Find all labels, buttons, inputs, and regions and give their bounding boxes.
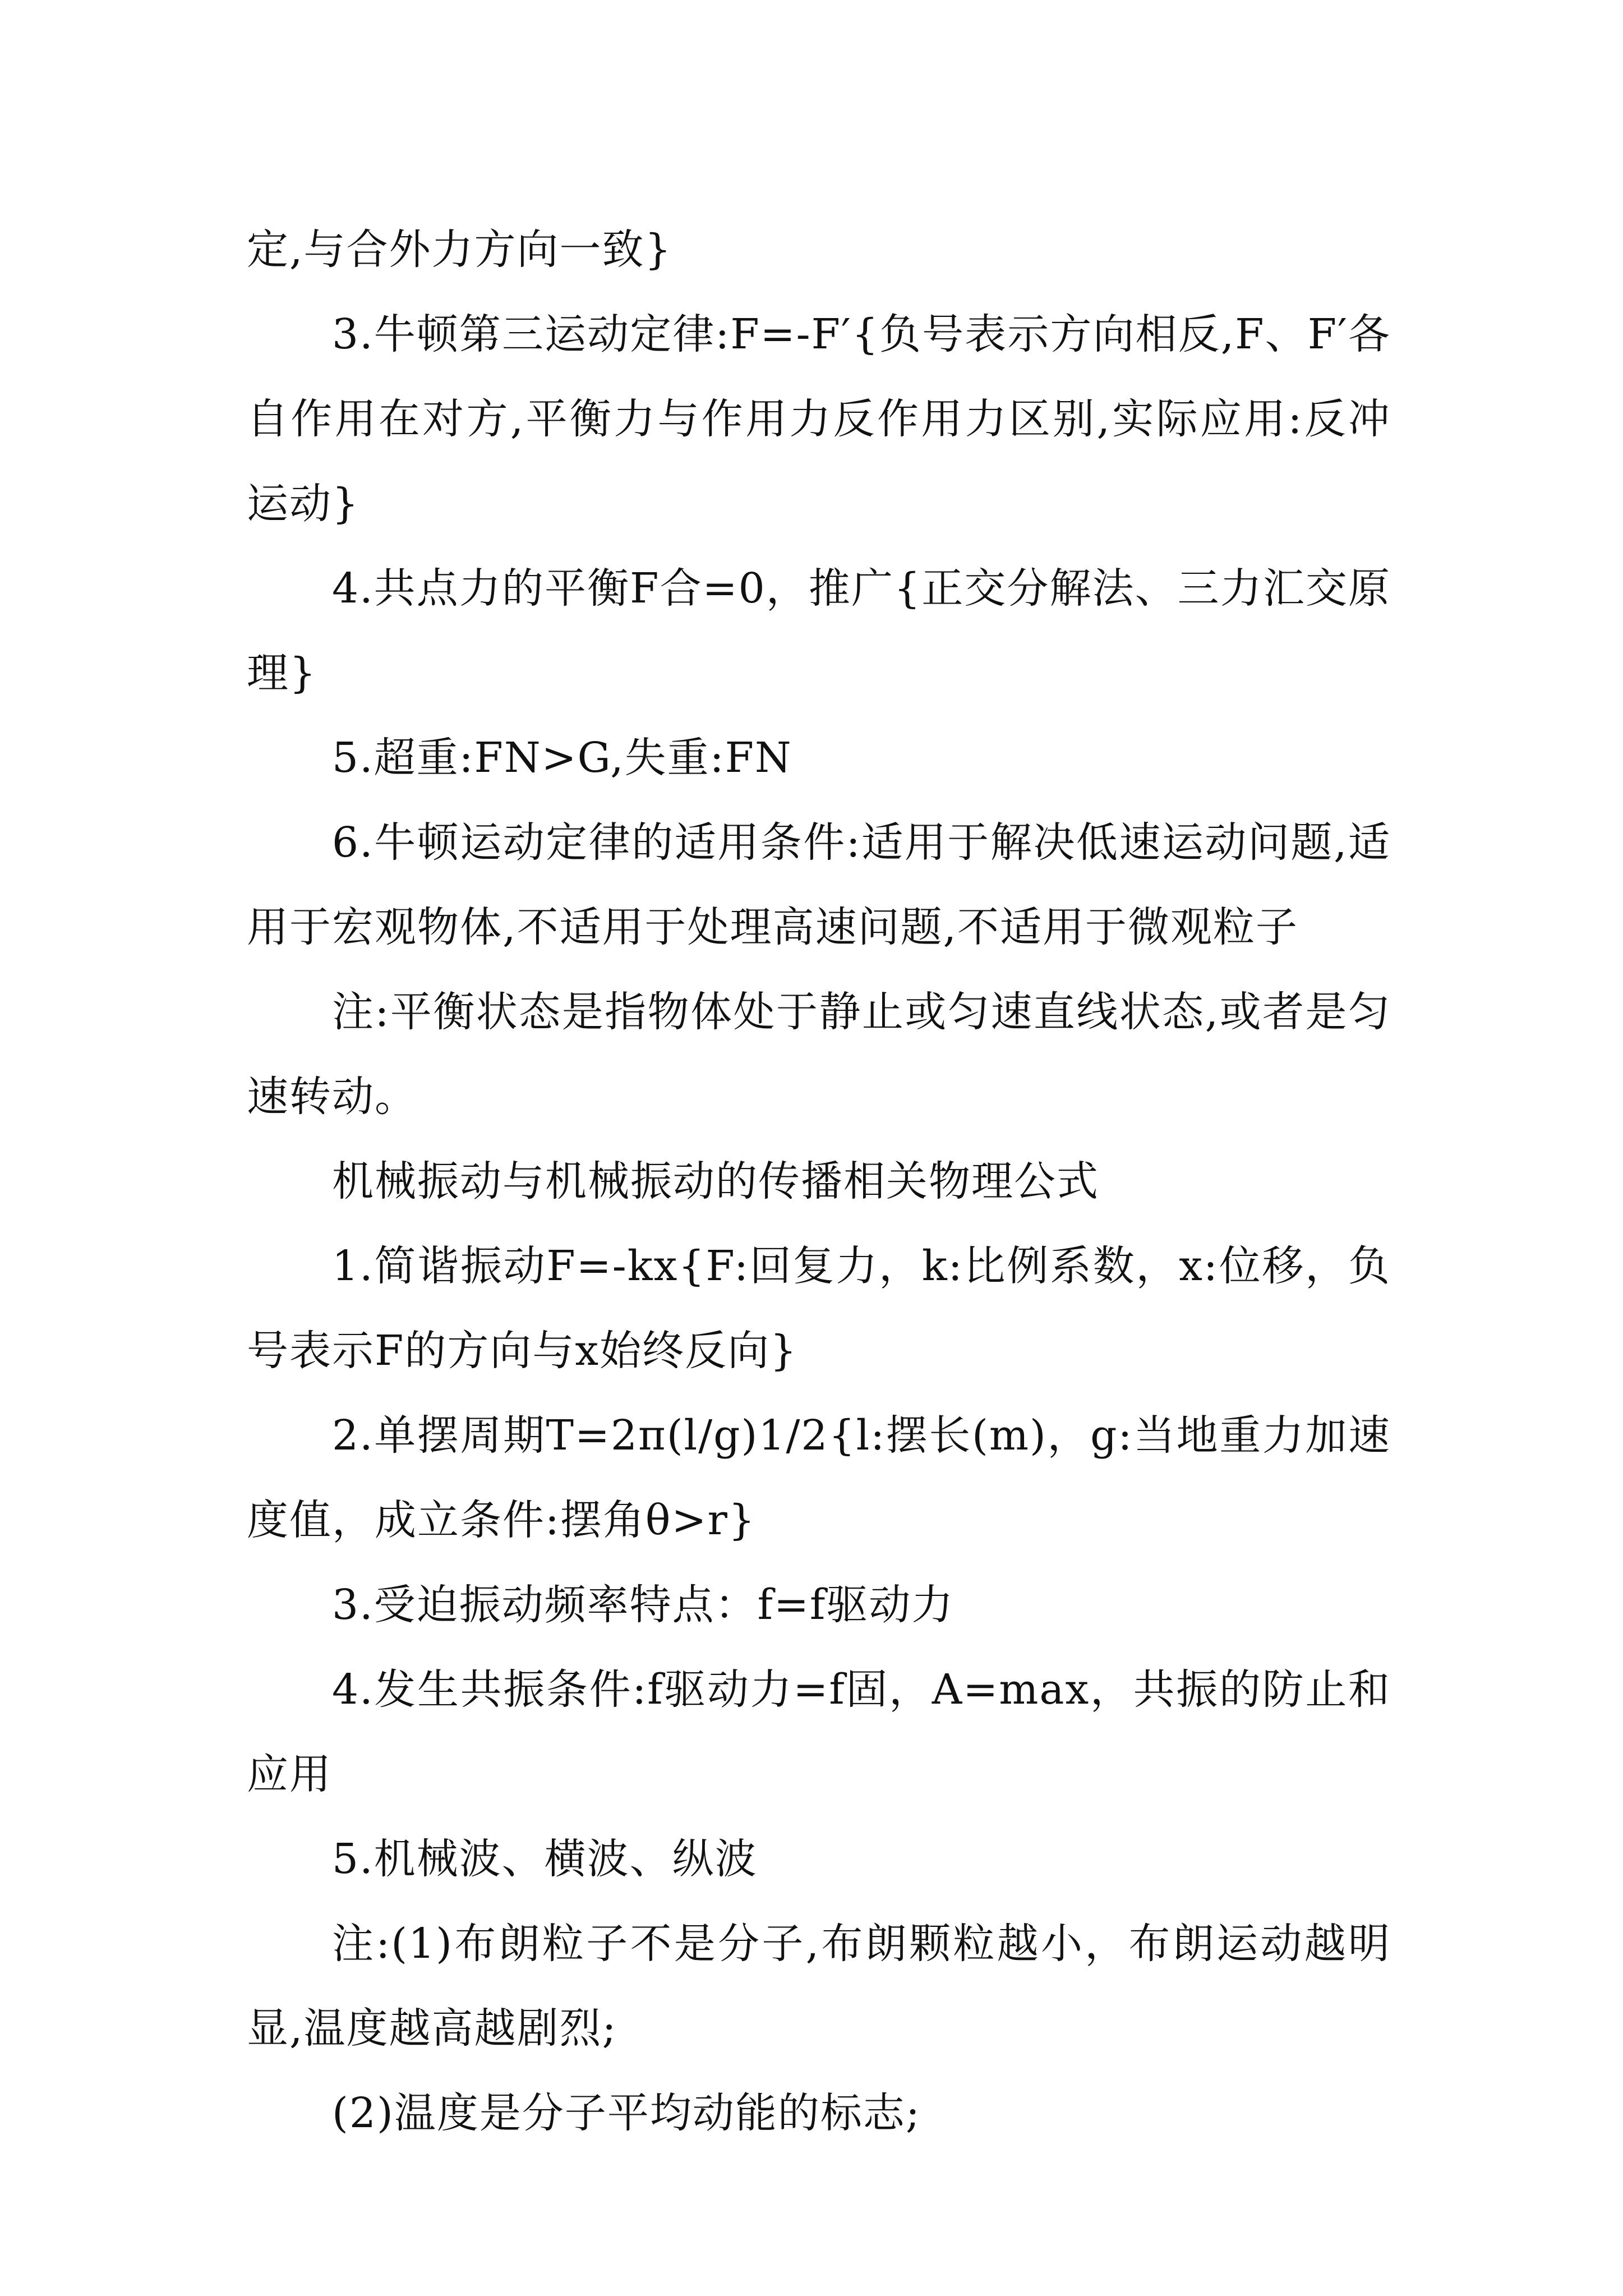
paragraph-brownian-note: 注:(1)布朗粒子不是分子,布朗颗粒越小，布朗运动越明显,温度越高越剧烈; [247,1920,1391,2053]
paragraph-newton-third-law: 3.牛顿第三运动定律:F=-F′{负号表示方向相反,F、F′各自作用在对方,平衡力与作用力反作用力区别,实际应用:反冲运动} [247,310,1391,528]
paragraph-overweight-weightless: 5.超重:FN>G,失重:FN [332,734,792,782]
paragraph-temperature-note: (2)温度是分子平均动能的标志; [332,2089,921,2137]
paragraph-mechanical-waves: 5.机械波、横波、纵波 [332,1835,758,1883]
paragraph-newton-law-conditions: 6.牛顿运动定律的适用条件:适用于解决低速运动问题,适用于宏观物体,不适用于处理高速问题,不适用于微观粒子 [247,818,1391,951]
paragraph-continuation: 定,与合外力方向一致} [247,226,672,274]
paragraph-resonance: 4.发生共振条件:f驱动力=f固，A=max，共振的防止和应用 [247,1665,1391,1798]
paragraph-simple-harmonic: 1.简谐振动F=-kx{F:回复力，k:比例系数，x:位移，负号表示F的方向与x始终反向} [247,1242,1391,1375]
paragraph-forced-vibration: 3.受迫振动频率特点：f=f驱动力 [332,1581,955,1629]
section-heading-mechanical-vibration: 机械振动与机械振动的传播相关物理公式 [332,1157,1099,1205]
paragraph-pendulum-period: 2.单摆周期T=2π(l/g)1/2{l:摆长(m)，g:当地重力加速度值，成立条件:摆角θ>r} [247,1411,1391,1544]
paragraph-force-equilibrium: 4.共点力的平衡F合=0，推广{正交分解法、三力汇交原理} [247,564,1391,697]
paragraph-equilibrium-note: 注:平衡状态是指物体处于静止或匀速直线状态,或者是匀速转动。 [247,988,1391,1121]
document-body [247,208,1391,2156]
